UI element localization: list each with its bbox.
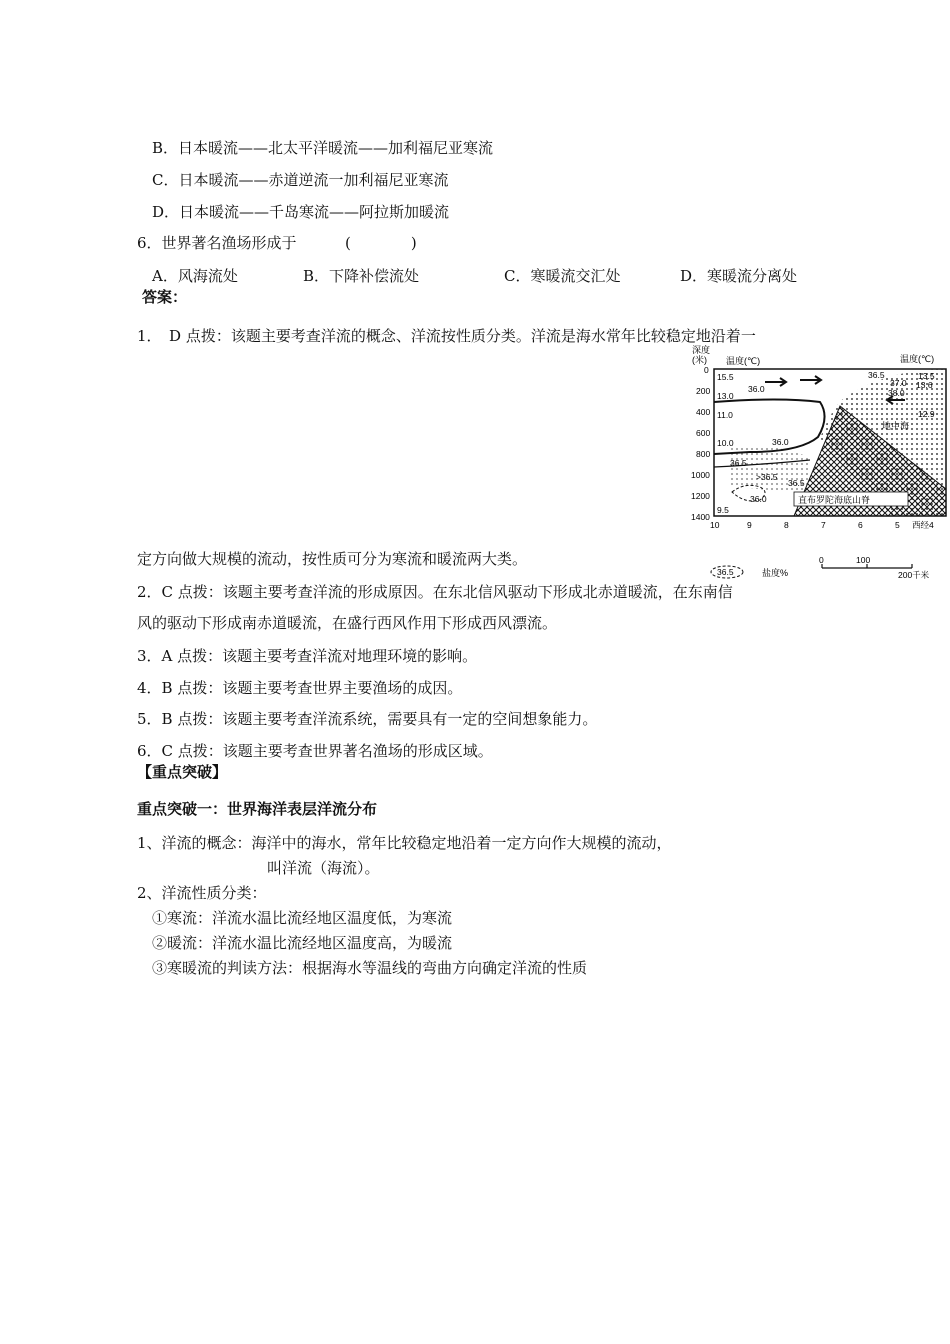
x-tick: 10 (710, 520, 720, 530)
x-tick: 9 (747, 520, 752, 530)
salinity-value: 36.0 (750, 494, 767, 504)
depth-tick: 600 (696, 428, 711, 438)
answer-5: 5．B 点拨：该题主要考查洋流系统，需要具有一定的空间想象能力。 (137, 710, 598, 728)
option-b: B．日本暖流——北太平洋暖流——加利福尼亚寒流 (152, 139, 494, 157)
answers-heading: 答案： (142, 288, 188, 306)
answer-3: 3．A 点拨：该题主要考查洋流对地理环境的影响。 (137, 647, 478, 665)
temp-value: 13.0 (717, 391, 734, 401)
legend-salinity-label: 盐度% (762, 568, 789, 578)
classification-item: 2、洋流性质分类： (137, 884, 267, 902)
arrow-east-1 (765, 378, 786, 386)
temp-value: 15.5 (717, 372, 734, 382)
answer-2: 2．C 点拨：该题主要考查洋流的形成原因。在东北信风驱动下形成北赤道暖流，在东南信 (137, 583, 733, 601)
scale-tick: 200千米 (898, 570, 930, 580)
question-6-stem: 6．世界著名渔场形成于 (137, 234, 297, 252)
depth-tick: 200 (696, 386, 711, 396)
scale-tick: 0 (819, 555, 824, 565)
warm-current-item: ②暖流：洋流水温比流经地区温度高，为暖流 (152, 934, 453, 952)
depth-ticks (691, 365, 710, 522)
legend-salinity-value: 36.5 (717, 567, 734, 577)
depth-tick: 800 (696, 449, 711, 459)
section-subheading: 重点突破一：世界海洋表层洋流分布 (137, 800, 378, 818)
answer-1-continued: 定方向做大规模的流动，按性质可分为寒流和暖流两大类。 (137, 550, 528, 568)
temp-value: 9.5 (717, 505, 729, 515)
salinity-value: 36.5 (868, 370, 885, 380)
temp-value: 13.5 (918, 371, 935, 381)
temp-value: 12.9 (918, 409, 935, 419)
salinity-value: 36.0 (748, 384, 765, 394)
depth-tick: 0 (704, 365, 709, 375)
x-tick: 8 (784, 520, 789, 530)
arrow-east-2 (800, 376, 821, 384)
q6-option-b: B．下降补偿流处 (303, 267, 420, 285)
left-temperature-labels (717, 372, 734, 515)
depth-unit: (米) (692, 355, 707, 365)
q6-option-a: A．风海流处 (152, 267, 238, 285)
reading-method-item: ③寒暖流的判读方法：根据海水等温线的弯曲方向确定洋流的性质 (152, 959, 588, 977)
salinity-value: 38.0 (888, 388, 905, 398)
depth-tick: 400 (696, 407, 711, 417)
x-tick: 5 (895, 520, 900, 530)
concept-item-continued: 叫洋流（海流）。 (267, 859, 380, 877)
section-heading: 【重点突破】 (137, 763, 228, 781)
temp-value: 11.0 (717, 410, 733, 420)
x-tick: 西经4 (912, 520, 934, 530)
answer-4: 4．B 点拨：该题主要考查世界主要渔场的成因。 (137, 679, 463, 697)
answer-1: 1． D 点拨：该题主要考查洋流的概念、洋流按性质分类。洋流是海水常年比较稳定地沿着一 (137, 327, 756, 345)
depth-tick: 1400 (691, 512, 710, 522)
temp-value: 10.0 (717, 438, 734, 448)
option-d: D．日本暖流——千岛寒流——阿拉斯加暖流 (152, 203, 450, 221)
cold-current-item: ①寒流：洋流水温比流经地区温度低，为寒流 (152, 909, 453, 927)
gibraltar-salinity-figure (690, 342, 948, 580)
temp-value: 13.6 (916, 380, 933, 390)
x-tick: 6 (858, 520, 863, 530)
x-ticks (710, 520, 934, 530)
concept-item: 1、洋流的概念：海洋中的海水，常年比较稳定地沿着一定方向作大规模的流动， (137, 834, 672, 852)
salinity-value: >36.5 (756, 472, 778, 482)
answer-2-continued: 风的驱动下形成南赤道暖流，在盛行西风作用下形成西风漂流。 (137, 614, 558, 632)
salinity-value: 37.0 (890, 378, 907, 388)
salinity-value: 36.0 (772, 437, 789, 447)
depth-tick: 1000 (691, 470, 710, 480)
x-tick: 7 (821, 520, 826, 530)
answer-6: 6．C 点拨：该题主要考查世界著名渔场的形成区域。 (137, 742, 493, 760)
salinity-value: 36.5 (730, 458, 747, 468)
option-c: C．日本暖流——赤道逆流一加利福尼亚寒流 (152, 171, 449, 189)
depth-label: 深度 (692, 345, 711, 355)
temp-label-right: 温度(℃) (900, 354, 935, 364)
depth-tick: 1200 (691, 491, 710, 501)
q6-option-c: C．寒暖流交汇处 (504, 267, 621, 285)
q6-option-d: D．寒暖流分离处 (680, 267, 798, 285)
question-6-bracket: ( ) (345, 234, 417, 252)
salinity-value: 36.5 (788, 478, 805, 488)
temp-label-left: 温度(℃) (726, 356, 761, 366)
mediterranean-label: 地中海 (882, 421, 910, 431)
scale-tick: 100 (856, 555, 871, 565)
legend (711, 555, 930, 580)
ridge-label: 直布罗陀海底山脊 (798, 495, 871, 505)
